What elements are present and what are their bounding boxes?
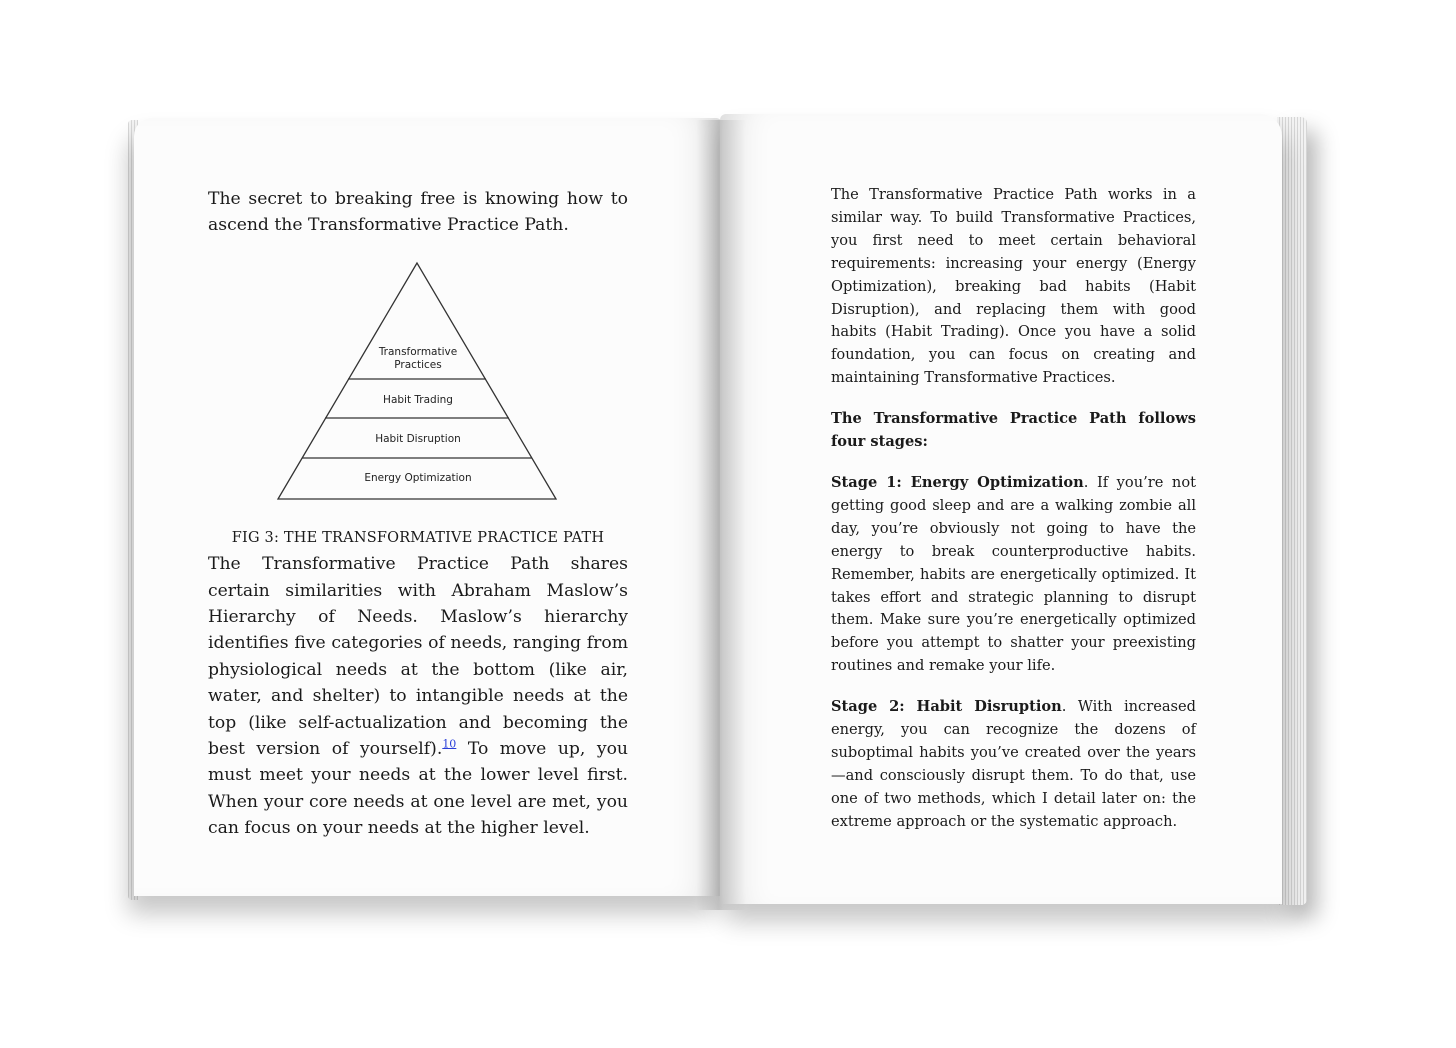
stage1-title: Stage 1: Energy Optimization (831, 473, 1084, 491)
intro-paragraph: The secret to breaking free is knowing how to ascend the Transformative Practice Path. (208, 189, 628, 236)
stage2-paragraph (831, 696, 1196, 833)
pyramid-level-habit-trading: Habit Trading (383, 393, 453, 406)
stages-heading: The Transformative Practice Path follows four stages: (831, 410, 1196, 451)
path-similarity-paragraph: The Transformative Practice Path works in a similar way. To build Transformative Practices, you first need to meet certain behavioral requirements: increasing your energy (Energy Optimization), breaking bad habits (Habit Disruption), and replacing them with good habits (Habit Trading). Once you have a solid foundation, you can focus on creating and maintaining Transformative Practices. (831, 186, 1196, 387)
pyramid-level-transformative-line1: Transformative (378, 345, 458, 358)
pyramid-figure (208, 261, 628, 511)
pyramid-diagram (208, 261, 628, 511)
book-gutter (696, 120, 746, 910)
footnote-link[interactable]: 10 (442, 737, 457, 751)
maslow-paragraph (208, 551, 628, 841)
maslow-text-part2: To move up, you must meet your needs at the lower level first. When your core needs at one level are met, you can focus on your needs at the higher level. (208, 739, 628, 839)
stages-heading-paragraph (831, 408, 1196, 454)
left-page-text (208, 186, 628, 842)
figure-caption: FIG 3: THE TRANSFORMATIVE PRACTICE PATH (231, 529, 605, 546)
stage1-text: . If you’re not getting good sleep and are a walking zombie all day, you’re obviously not going to have the energy to break counterproductive habits. Remember, habits are energetically optimized. It takes effort and strategic planning to disrupt them. Make sure you’re energetically optimized before you attempt to shatter your preexisting routines and remake your life. (831, 473, 1196, 675)
pyramid-level-habit-disruption: Habit Disruption (375, 432, 461, 445)
right-page-text (831, 184, 1196, 852)
maslow-text-part1: The Transformative Practice Path shares certain similarities with Abraham Maslow’s Hierarchy of Needs. Maslow’s hierarchy identifies five categories of needs, ranging from physiological needs at the bottom (like air, water, and shelter) to intangible needs at the top (like self-actualization and becoming the best version of yourself). (208, 554, 628, 760)
stage2-text: . With increased energy, you can recognize the dozens of suboptimal habits you’ve created over the years—and consciously disrupt them. To do that, use one of two methods, which I detail later on: the extreme approach or the systematic approach. (831, 698, 1196, 830)
pyramid-level-transformative-line2: Practices (394, 358, 442, 371)
pyramid-level-energy-optimization: Energy Optimization (364, 471, 472, 484)
stage1-paragraph (831, 472, 1196, 678)
pyramid-outline (278, 263, 556, 499)
stage2-title: Stage 2: Habit Disruption (831, 698, 1062, 716)
